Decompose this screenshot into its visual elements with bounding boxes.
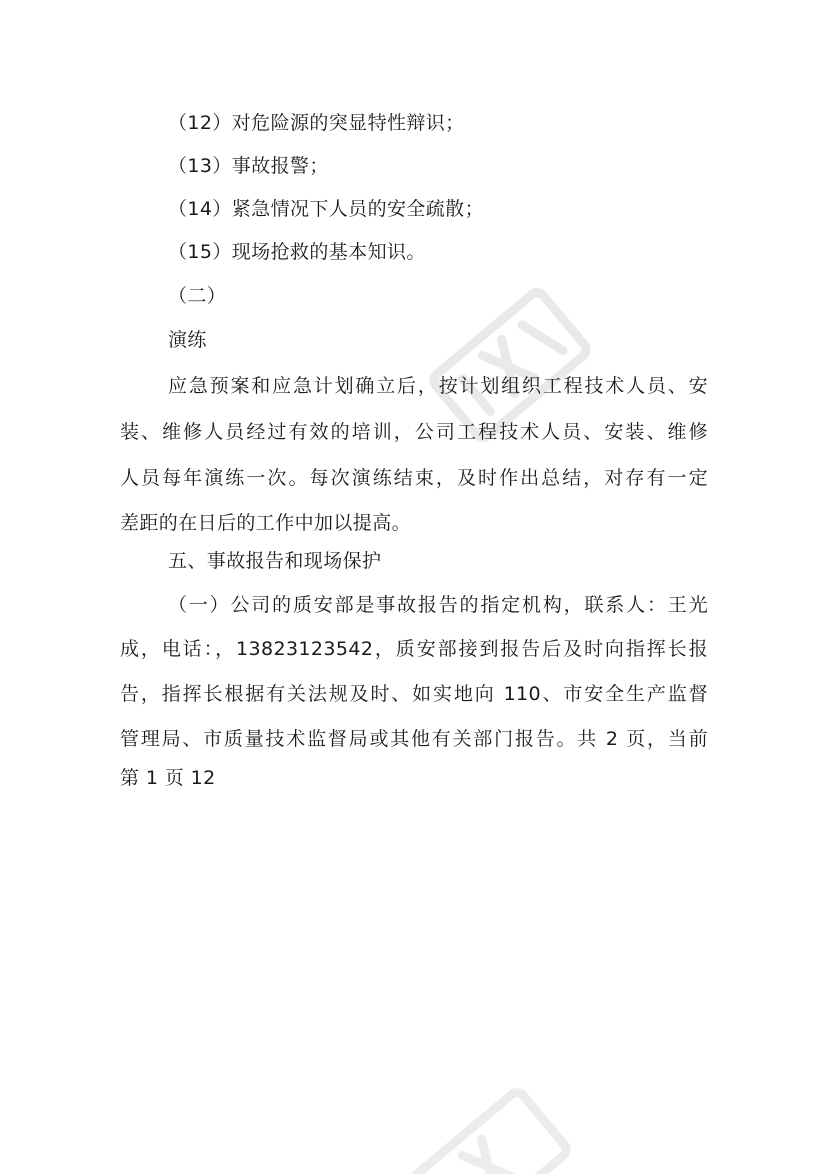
paragraph-report-line-1: （一）公司的质安部是事故报告的指定机构，联系人：王光 — [168, 594, 708, 616]
list-item-12: （12）对危险源的突显特性辩识； — [168, 112, 465, 134]
paragraph-report-line-4: 管理局、市质量技术监督局或其他有关部门报告。共 2 页，当前 — [120, 728, 708, 750]
paragraph-report-line-2: 成，电话：，13823123542，质安部接到报告后及时向指挥长报 — [120, 638, 708, 660]
section-number: （二） — [168, 285, 227, 307]
list-item-14: （14）紧急情况下人员的安全疏散； — [168, 198, 484, 220]
paragraph-report-line-3: 告，指挥长根据有关法规及时、如实地向 110、市安全生产监督 — [120, 683, 708, 705]
paragraph-drill-line-4: 差距的在日后的工作中加以提高。 — [120, 512, 412, 534]
list-item-15: （15）现场抢救的基本知识。 — [168, 241, 426, 263]
paragraph-drill-line-2: 装、维修人员经过有效的培训，公司工程技术人员、安装、维修 — [120, 421, 708, 443]
section-heading-accident-report: 五、事故报告和现场保护 — [168, 550, 382, 572]
paragraph-drill-line-3: 人员每年演练一次。每次演练结束，及时作出总结，对存有一定 — [120, 467, 708, 489]
list-item-13: （13）事故报警； — [168, 155, 329, 177]
page-indicator: 第 1 页 12 — [120, 767, 216, 789]
paragraph-drill-line-1: 应急预案和应急计划确立后，按计划组织工程技术人员、安 — [168, 375, 708, 397]
watermark-graphic-bottom — [390, 1070, 590, 1174]
section-heading-drill: 演练 — [168, 329, 207, 351]
